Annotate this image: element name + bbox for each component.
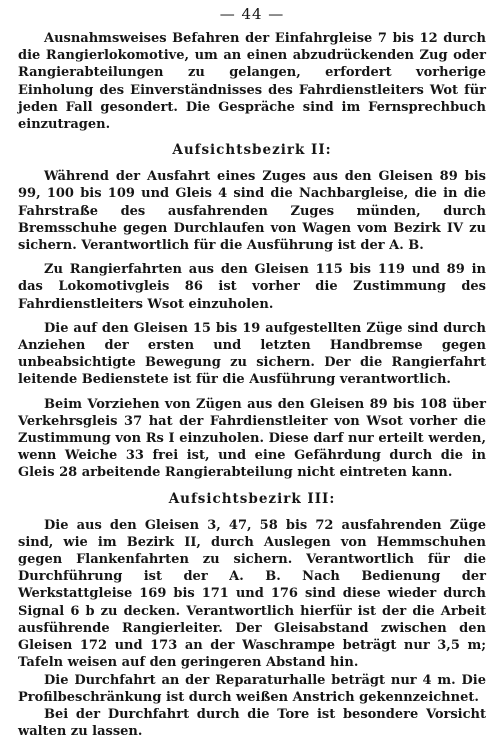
paragraph-2: Während der Ausfahrt eines Zuges aus den Gleisen 89 bis 99, 100 bis 109 und Gleis 4 sind die Nachbargleise, die in die Fahrstraße des ausfahrenden Zuges münden, durch Bremsschuhe gegen Durchlaufen von Wagen vom Bezirk IV zu sichern. Verantwortlich für die Ausführung ist der A. B.	[18, 169, 486, 254]
paragraph-8: Bei der Durchfahrt durch die Tore ist besondere Vorsicht walten zu lassen.	[18, 706, 486, 740]
section-heading-aufsichtsbezirk-3: Aufsichtsbezirk III:	[168, 490, 336, 507]
paragraph-1: Ausnahmsweises Befahren der Einfahrgleise 7 bis 12 durch die Rangierlokomotive, um an einen abzudrückenden Zug oder Rangierabteilungen zu gelangen, erfordert vorherige Einholung des Einverständnisses des Fahrdienstleiters Wot für jeden Fall gesondert. Die Gespräche sind im Fernsprechbuch einzutragen.	[18, 31, 486, 133]
paragraph-4: Die auf den Gleisen 15 bis 19 aufgestellten Züge sind durch Anziehen der ersten und letzten Handbremse gegen unbeabsichtigte Bewegung zu sichern. Der die Rangierfahrt leitende Bedienstete ist für die Ausführung verantwortlich.	[18, 320, 486, 388]
paragraph-5: Beim Vorziehen von Zügen aus den Gleisen 89 bis 108 über Verkehrsgleis 37 hat der Fahrdienstleiter von Wsot vorher die Zustimmung von Rs I einzuholen. Diese darf nur erteilt werden, wenn Weiche 33 frei ist, und eine Gefährdung durch die in Gleis 28 arbeitende Rangierabteilung nicht eintreten kann.	[18, 396, 486, 481]
paragraph-3: Zu Rangierfahrten aus den Gleisen 115 bis 119 und 89 in das Lokomotivgleis 86 ist vorher die Zustimmung des Fahrdienstleiters Wsot einzuholen.	[18, 262, 486, 312]
section-heading-aufsichtsbezirk-2: Aufsichtsbezirk II:	[172, 142, 332, 159]
paragraph-6: Die aus den Gleisen 3, 47, 58 bis 72 ausfahrenden Züge sind, wie im Bezirk II, durch Auslegen von Hemmschuhen gegen Flankenfahrten zu sichern. Verantwortlich für die Durchführung ist der A. B. Nach Bedienung der Werkstattgleise 169 bis 171 und 176 sind diese wieder durch Signal 6 b zu decken. Verantwortlich hierfür ist der die Arbeit ausführende Rangierleiter. Der Gleisabstand zwischen den Gleisen 172 und 173 an der Waschrampe beträgt nur 3,5 m; Tafeln weisen auf den geringeren Abstand hin.	[18, 517, 486, 671]
page-number: — 44 —	[219, 5, 285, 23]
paragraph-7: Die Durchfahrt an der Reparaturhalle beträgt nur 4 m. Die Profilbeschränkung ist durch weißen Anstrich gekennzeichnet.	[18, 672, 486, 705]
